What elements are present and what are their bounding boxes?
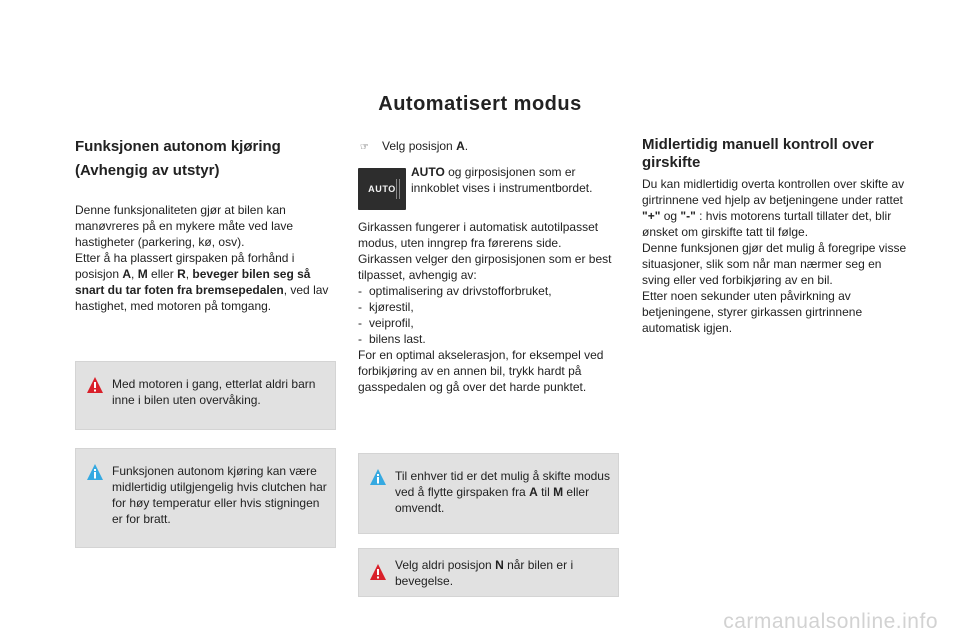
- page-title: Automatisert modus: [378, 93, 582, 115]
- middle-para3: For en optimal akselerasjon, for eksempel ved forbikjøring av en annen bil, trykk hardt på gasspedalen og gå over det harde punktet.: [358, 348, 604, 394]
- watermark: carmanualsonline.info: [723, 610, 938, 633]
- right-para1: Du kan midlertidig overta kontrollen over skifte av girtrinnene ved hjelp av betjeningene under rattet "+" og "-" : hvis motorens turtall tillater det, blir ønsket om girskifte tatt til følge.: [642, 177, 905, 239]
- info-box-text: Funksjonen autonom kjøring kan være midlertidig utilgjengelig hvis clutchen har for høy temperatur eller hvis stigningen er for bratt.: [112, 464, 327, 526]
- step-select-a: ☞ Velg posisjon A.: [360, 138, 620, 156]
- info-icon: [86, 463, 104, 481]
- left-para1: Denne funksjonaliteten gjør at bilen kan manøvreres på en mykere måte ved lave hastigheter (parkering, kø, osv).: [75, 203, 294, 249]
- left-heading-line2: (Avhengig av utstyr): [75, 162, 220, 179]
- list-item: - bilens last.: [358, 332, 426, 346]
- warning-box-children: [75, 361, 336, 430]
- right-para3: Etter noen sekunder uten påvirkning av betjeningene, styrer girkassen girtrinnene automatisk igjen.: [642, 289, 863, 335]
- info-box-clutch: [75, 448, 336, 548]
- info-icon: [369, 468, 387, 486]
- right-body: [642, 176, 910, 336]
- right-heading-line2: girskifte: [642, 154, 701, 171]
- step-bullet: ☞: [360, 142, 369, 153]
- warning-box-text: Med motoren i gang, etterlat aldri barn inne i bilen uten overvåking.: [112, 377, 316, 407]
- warning-box-neutral: [358, 548, 619, 597]
- left-heading: [75, 137, 345, 181]
- right-para2: Denne funksjonen gjør det mulig å foregripe visse situasjoner, slik som når man nærmer seg en sving eller ved forbikjøring av en bil.: [642, 241, 907, 287]
- right-heading: [642, 136, 922, 172]
- info-box-mode: [358, 453, 619, 534]
- list-item: - kjørestil,: [358, 300, 414, 314]
- left-heading-line1: Funksjonen autonom kjøring: [75, 138, 281, 155]
- left-para2: Etter å ha plassert girspaken på forhånd i posisjon A, M eller R, beveger bilen seg så snart du tar foten fra bremsepedalen, ved lav hastighet, med motoren på tomgang.: [75, 251, 329, 313]
- middle-body: [358, 219, 618, 395]
- list-item: - veiprofil,: [358, 316, 414, 330]
- left-body: [75, 202, 333, 314]
- warning-icon: [369, 563, 387, 581]
- warning-icon: [86, 376, 104, 394]
- middle-para1: Girkassen fungerer i automatisk autotilpasset modus, uten inngrep fra førerens side.: [358, 220, 599, 250]
- auto-display-image: [358, 168, 406, 210]
- list-item: - optimalisering av drivstofforbruket,: [358, 284, 552, 298]
- right-heading-line1: Midlertidig manuell kontroll over: [642, 136, 874, 153]
- warning-box-neutral-text: Velg aldri posisjon N når bilen er i bevegelse.: [395, 558, 574, 588]
- middle-para2: Girkassen velger den girposisjonen som er best tilpasset, avhengig av:: [358, 252, 612, 282]
- auto-image-label: AUTO: [368, 184, 396, 194]
- info-box-mode-text: Til enhver tid er det mulig å skifte modus ved å flytte girspaken fra A til M eller omvendt.: [395, 469, 610, 515]
- gear-indicator-bar: [396, 179, 400, 199]
- auto-description: AUTO og girposisjonen som er innkoblet vises i instrumentbordet.: [411, 165, 593, 195]
